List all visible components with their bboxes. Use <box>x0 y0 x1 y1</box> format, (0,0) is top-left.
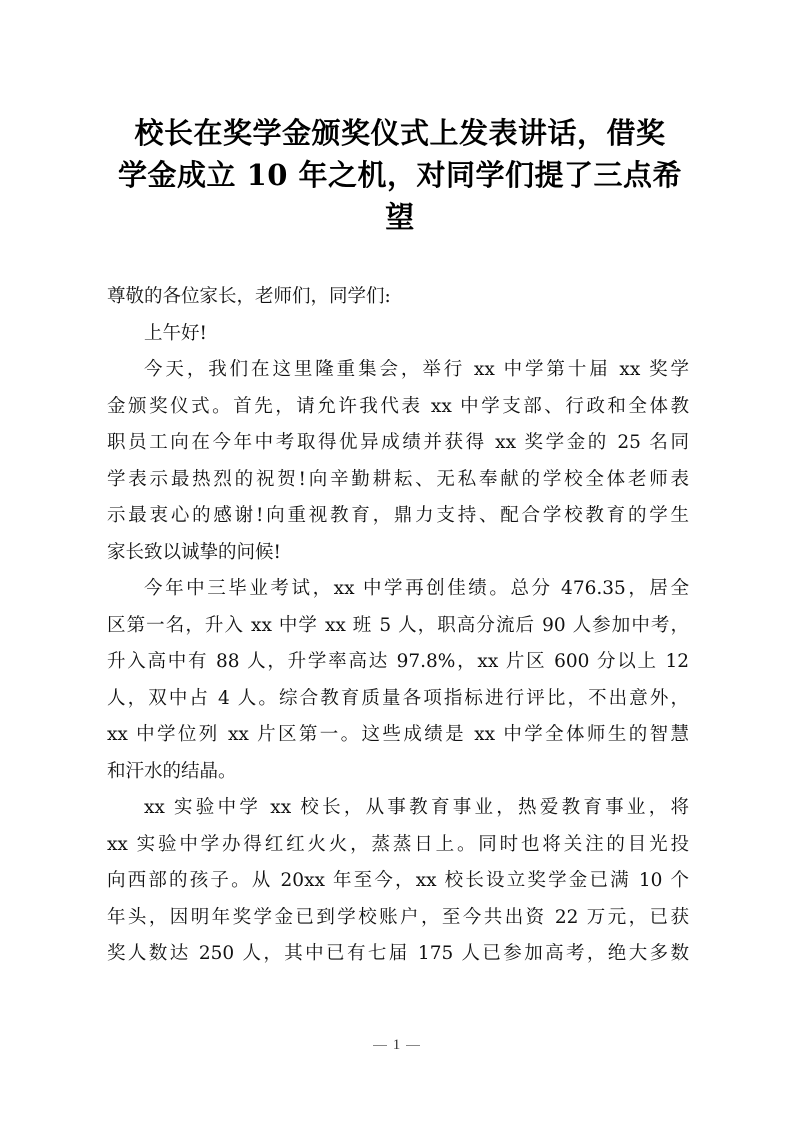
greeting: 上午好! <box>144 322 207 344</box>
salutation: 尊敬的各位家长，老师们，同学们: <box>107 286 391 307</box>
paragraph-line: 年头，因明年奖学金已到学校账户，至今共出资 22 万元，已获 <box>107 906 689 928</box>
paragraph-line: 区第一名，升入 xx 中学 xx 班 5 人，职高分流后 90 人参加中考， <box>107 614 689 636</box>
page-footer <box>0 1037 793 1054</box>
paragraph-line: 人，双中占 4 人。综合教育质量各项指标进行评比，不出意外， <box>107 687 689 709</box>
title-line: 校长在奖学金颁奖仪式上发表讲话，借奖 <box>134 116 666 150</box>
title-line: 学金成立 10 年之机，对同学们提了三点希 <box>117 158 683 192</box>
dash-left <box>373 1045 387 1046</box>
paragraph-line: 升入高中有 88 人，升学率高达 97.8%，xx 片区 600 分以上 12 <box>107 651 689 672</box>
paragraph-line: 奖人数达 250 人，其中已有七届 175 人已参加高考，绝大多数 <box>107 943 689 964</box>
paragraph-line: 和汗水的结晶。 <box>107 760 237 782</box>
paragraph-line: 金颁奖仪式。首先，请允许我代表 xx 中学支部、行政和全体教 <box>107 395 689 417</box>
title-line: 望 <box>385 200 415 234</box>
paragraph-line: xx 实验中学办得红红火火，蒸蒸日上。同时也将关注的目光投 <box>107 833 689 855</box>
paragraph-results <box>107 576 689 795</box>
paragraph-opening <box>107 357 689 576</box>
paragraph-line: 示最衷心的感谢!向重视教育，鼎力支持、配合学校教育的学生 <box>107 505 689 526</box>
paragraph-line: 职员工向在今年中考取得优异成绩并获得 xx 奖学金的 25 名同 <box>107 432 689 453</box>
page-number: 1 <box>392 1037 401 1053</box>
paragraph-line: 向西部的孩子。从 20xx 年至今，xx 校长设立奖学金已满 10 个 <box>107 870 689 891</box>
paragraph-line: 家长致以诚挚的问候! <box>107 541 281 563</box>
document-body <box>107 284 689 978</box>
paragraph-line: 学表示最热烈的祝贺!向辛勤耕耘、无私奉献的学校全体老师表 <box>107 468 689 490</box>
paragraph-line: xx 实验中学 xx 校长，从事教育事业，热爱教育事业，将 <box>144 797 689 818</box>
dash-right <box>406 1045 420 1046</box>
paragraph-principal <box>107 795 689 978</box>
document-title <box>100 112 700 238</box>
paragraph-line: 今天，我们在这里隆重集会，举行 xx 中学第十届 xx 奖学 <box>144 359 689 380</box>
paragraph-line: xx 中学位列 xx 片区第一。这些成绩是 xx 中学全体师生的智慧 <box>107 724 689 745</box>
paragraph-line: 今年中三毕业考试，xx 中学再创佳绩。总分 476.35，居全 <box>144 578 689 599</box>
